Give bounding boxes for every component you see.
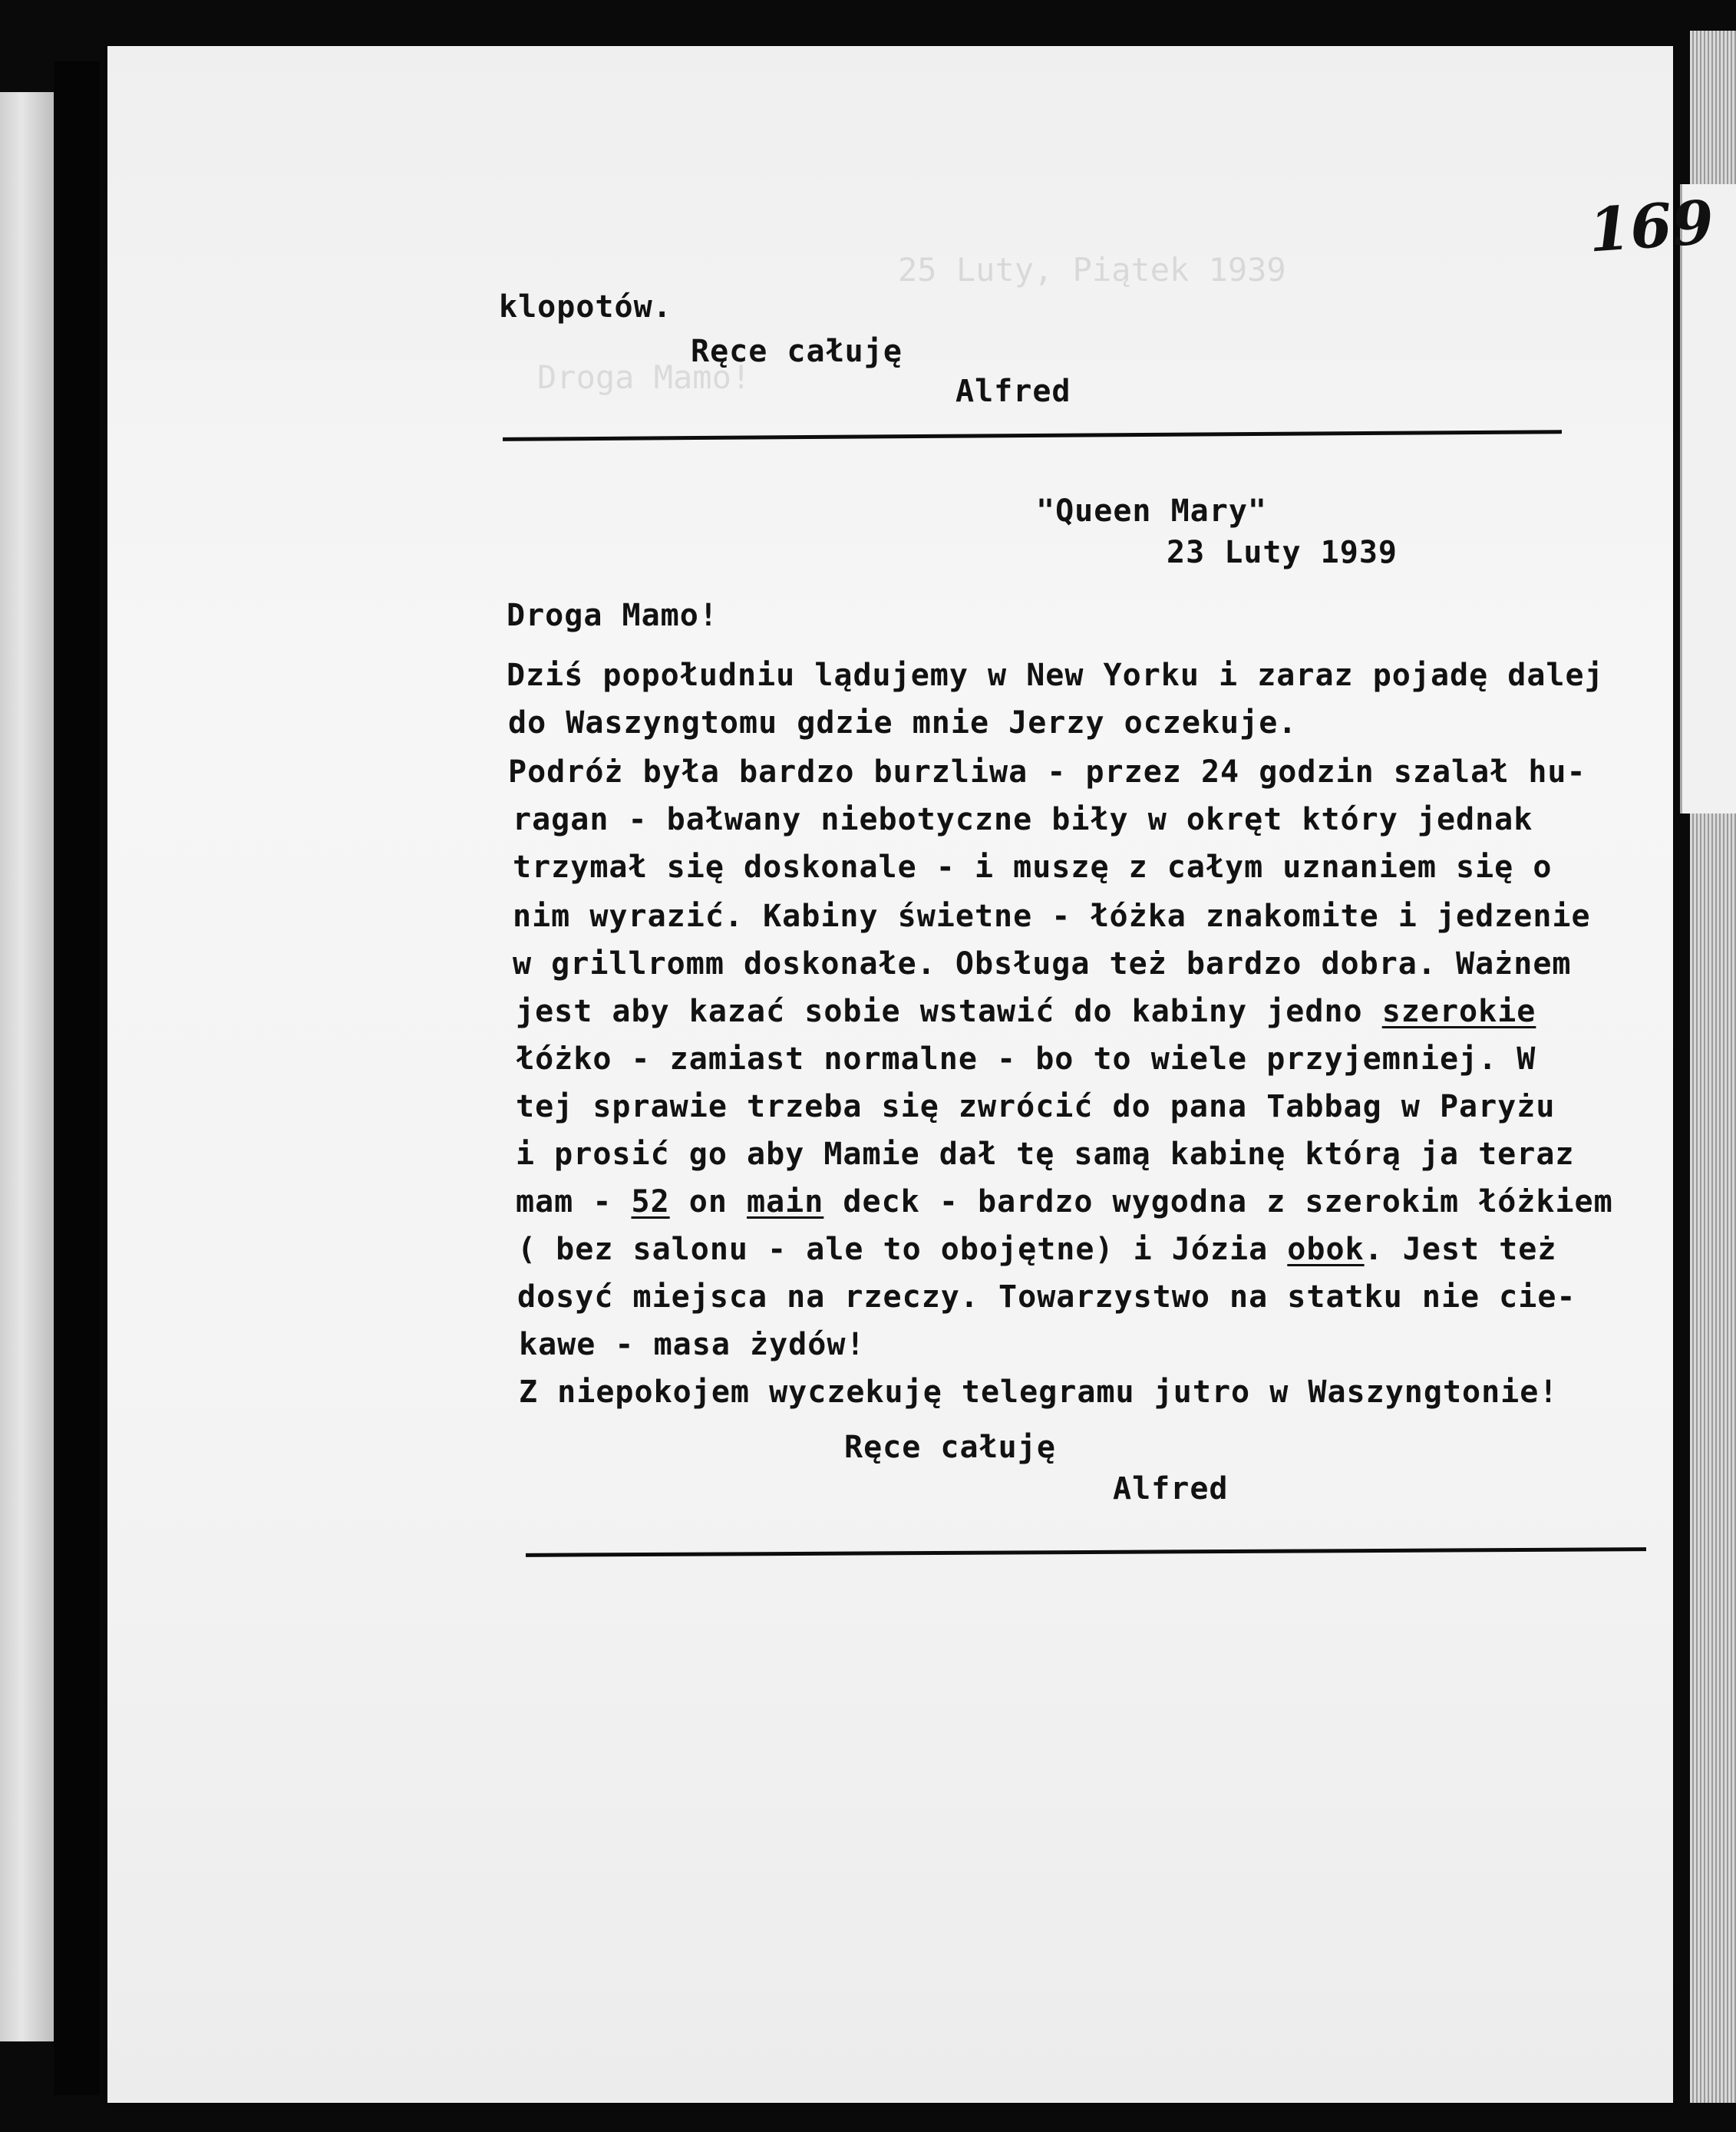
underlined-word: szerokie bbox=[1381, 994, 1536, 1029]
bleedthrough-date: 25 Luty, Piątek 1939 bbox=[898, 251, 1286, 289]
closing-salutation: Ręce całuję bbox=[844, 1430, 1056, 1465]
underlined-word: main bbox=[747, 1184, 824, 1219]
body-line: mam - 52 on main deck - bardzo wygodna z szerokim łóżkiem bbox=[516, 1184, 1613, 1219]
body-line: do Waszyngtomu gdzie mnie Jerzy oczekuje. bbox=[508, 705, 1298, 741]
body-line: łóżko - zamiast normalne - bo to wiele przyjemniej. W bbox=[516, 1041, 1536, 1077]
body-line: ragan - bałwany niebotyczne biły w okręt który jednak bbox=[513, 802, 1533, 837]
body-line: w grillromm doskonałe. Obsługa też bardzo dobra. Ważnem bbox=[513, 946, 1572, 982]
body-line: trzymał się doskonale - i muszę z całym uznaniem się o bbox=[513, 850, 1553, 885]
bottom-rule bbox=[526, 1547, 1646, 1557]
body-line: nim wyrazić. Kabiny świetne - łóżka znakomite i jedzenie bbox=[513, 899, 1591, 934]
closing-signature: Alfred bbox=[1113, 1471, 1229, 1507]
body-line: tej sprawie trzeba się zwrócić do pana Tabbag w Paryżu bbox=[516, 1089, 1556, 1124]
body-line: Z niepokojem wyczekuję telegramu jutro w Waszyngtonie! bbox=[519, 1375, 1559, 1410]
separator-rule bbox=[503, 430, 1562, 441]
body-line: i prosić go aby Mamie dał tę samą kabinę którą ja teraz bbox=[516, 1137, 1575, 1172]
binder-spine bbox=[54, 61, 100, 2095]
letter-date: 23 Luty 1939 bbox=[1167, 535, 1398, 570]
body-line: ( bez salonu - ale to obojętne) i Józia obok. Jest też bbox=[517, 1232, 1557, 1267]
bleedthrough-greeting: Droga Mamo! bbox=[537, 358, 751, 396]
body-line: kawe - masa żydów! bbox=[519, 1327, 866, 1362]
left-page-edge bbox=[0, 92, 54, 2041]
body-line: jest aby kazać sobie wstawić do kabiny jedno szerokie bbox=[516, 994, 1536, 1029]
folio-number: 169 bbox=[1586, 187, 1716, 266]
ship-name: "Queen Mary" bbox=[1036, 493, 1267, 529]
previous-letter-salutation: Ręce całuję bbox=[691, 334, 903, 369]
underlined-word: obok bbox=[1287, 1232, 1365, 1267]
body-line: dosyć miejsca na rzeczy. Towarzystwo na statku nie cie- bbox=[517, 1279, 1576, 1315]
underlined-number: 52 bbox=[631, 1184, 670, 1219]
previous-letter-signature: Alfred bbox=[955, 374, 1071, 409]
greeting: Droga Mamo! bbox=[507, 598, 718, 633]
index-tab bbox=[1680, 184, 1736, 814]
letter-sheet bbox=[107, 46, 1716, 2103]
body-line: Podróż była bardzo burzliwa - przez 24 godzin szalał hu- bbox=[508, 754, 1586, 790]
previous-letter-closing-word: klopotów. bbox=[499, 289, 672, 325]
body-line: Dziś popołudniu lądujemy w New Yorku i zaraz pojadę dalej bbox=[507, 658, 1604, 693]
